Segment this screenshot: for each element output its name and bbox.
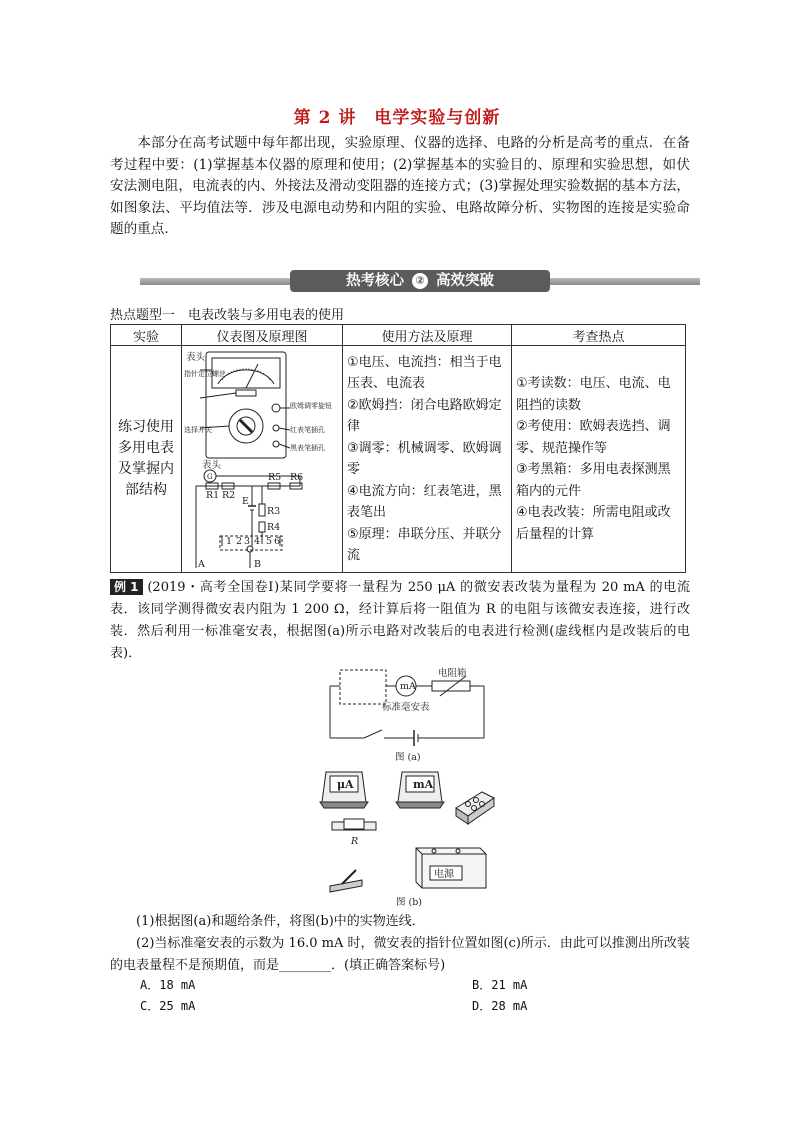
label-a: A [198,559,205,570]
figure-a [320,664,500,764]
points-cell [512,346,686,573]
question-2: (2)当标准毫安表的示数为 16.0 mA 时，微安表的指针位置如图(c)所示．由此可以推测出所改装的电表量程不是预期值，而是________．(填正确答案标号) [110,936,690,973]
intro-paragraph: 本部分在高考试题中每年都出现，实验原理、仪器的选择、电路的分析是高考的重点．在备考过程中要：(1)掌握基本仪器的原理和使用；(2)掌握基本的实验目的、原理和实验思想，如伏安法测电阻，电流表的内、外接法及滑动变阻器的连接方式；(3)掌握处理实验数据的基本方法，如图象法、平均值法等．涉及电源电动势和内阻的实验、电路故障分析、实物图的连接是实验命题的重点． [110,135,690,237]
label-n5: 5 [266,536,273,547]
option-c: C．25 mA [140,999,196,1013]
label-g: G [207,473,213,481]
label-n1: 1 [226,536,233,547]
label-r4: R4 [267,522,281,533]
label-n6: 6 [274,536,281,547]
point-line: ④电表改装：所需电阻或改后量程的计算 [516,505,671,542]
label-b: B [254,559,261,570]
question-1: (1)根据图(a)和题给条件，将图(b)中的实物连线． [136,914,425,929]
table-header: 实验 [111,325,182,346]
method-line: ①电压、电流挡：相当于电压表、电流表 [347,354,502,391]
label-n4: 4 [254,536,261,547]
example-tag: 例 1 [110,579,143,595]
table-header: 考查热点 [512,325,686,346]
label-head: 表头 [186,352,206,363]
method-line: ④电流方向：红表笔进，黑表笔出 [347,483,502,520]
experiment-name: 练习使用多用电表及掌握内部结构 [118,419,174,498]
label-r6: R6 [290,472,304,483]
method-line: ②欧姆挡：闭合电路欧姆定律 [347,397,502,434]
point-line: ②考使用：欧姆表选挡、调零、规范操作等 [516,419,671,456]
label-meter-head: 表头 [202,460,222,471]
experiment-cell [111,346,182,573]
method-line: ⑤原理：串联分压、并联分流 [347,526,502,563]
label-selector: 选择开关 [184,426,212,434]
multimeter-diagram [182,346,338,572]
diagram-cell [182,346,343,573]
figa-standard-ma: 标准毫安表 [382,702,430,713]
example-1 [110,577,690,665]
label-ohm-knob: 欧姆调零旋钮 [290,402,332,410]
label-n2: 2 [236,536,243,547]
option-b: B．21 mA [472,978,528,992]
figa-resistor-box: 电阻箱 [438,668,467,679]
banner-badge: ② [412,273,428,289]
figb-ua: μA [337,778,354,791]
banner-caption [290,270,550,292]
page-title: 第 2 讲 电学实验与创新 [293,108,501,128]
table-header: 使用方法及原理 [343,325,512,346]
table-header-row [111,325,686,346]
label-r1: R1 [206,490,220,501]
hotspot-table [110,324,686,573]
table-header: 仪表图及原理图 [182,325,343,346]
label-r3: R3 [267,506,281,517]
option-d: D．28 mA [472,999,528,1013]
example-text: (2019・高考全国卷Ⅰ)某同学要将一量程为 250 μA 的微安表改装为量程为 20 mA 的电流表．该同学测得微安表内阻为 1 200 Ω，经计算后将一阻值为 R 的电阻与该微安表连接，进行改装．然后利用一标准毫安表，根据图(a)所示电路对改装后的电表进行检测(虚线框内是改装后的电表)． [110,580,690,661]
figb-r: R [351,836,359,847]
figure-b [310,764,500,909]
figa-ma: mA [400,681,416,692]
option-a: A．18 mA [140,978,196,992]
label-red-jack: 红表笔插孔 [290,426,325,434]
figb-power: 电源 [434,869,454,880]
section-title: 热点题型一 电表改装与多用电表的使用 [110,308,345,323]
label-r5: R5 [268,472,282,483]
point-line: ①考读数：电压、电流、电阻挡的读数 [516,376,671,413]
label-n3: 3 [244,536,251,547]
label-black-jack: 黑表笔插孔 [290,444,325,452]
banner-right: 高效突破 [436,273,494,289]
label-e: E [242,496,249,507]
method-line: ③调零：机械调零、欧姆调零 [347,440,502,477]
table-row [111,346,686,573]
section-banner [140,270,700,292]
label-zero-screw: 指针定位螺丝 [184,370,226,378]
figa-caption: 图 (a) [395,752,421,763]
figb-caption: 图 (b) [396,897,423,908]
banner-left: 热考核心 [346,273,404,289]
figb-ma: mA [413,778,434,791]
label-r2: R2 [222,490,236,501]
method-cell [343,346,512,573]
point-line: ③考黑箱：多用电表探测黑箱内的元件 [516,462,671,499]
